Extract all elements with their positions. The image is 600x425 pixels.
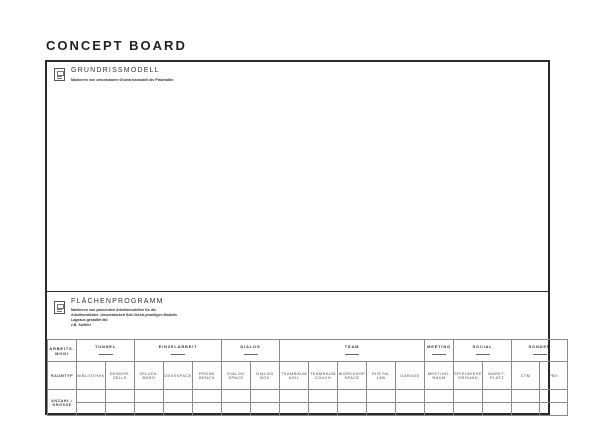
- size-cell[interactable]: [512, 403, 540, 416]
- size-cell[interactable]: [164, 403, 193, 416]
- concept-board: [45, 60, 559, 415]
- roomtype-cell[interactable]: ZELLEN- BÜRO: [135, 362, 164, 390]
- size-cell[interactable]: [425, 403, 454, 416]
- group-count-line: [533, 354, 547, 355]
- group-einzelarbeit[interactable]: EINZELARBEIT: [135, 340, 222, 362]
- size-cell[interactable]: [106, 403, 135, 416]
- roomtype-cell[interactable]: DENKER- ZELLE: [106, 362, 135, 390]
- roomtype-cell[interactable]: DESKSPACE: [164, 362, 193, 390]
- count-cell[interactable]: [425, 390, 454, 403]
- count-cell[interactable]: [396, 390, 425, 403]
- roomtype-cell[interactable]: GARAGE: [396, 362, 425, 390]
- count-cell[interactable]: [164, 390, 193, 403]
- group-meeting[interactable]: MEETING: [425, 340, 454, 362]
- group-dialog[interactable]: DIALOG: [222, 340, 280, 362]
- size-cell[interactable]: [540, 403, 568, 416]
- roomtype-cell[interactable]: CTM: [512, 362, 540, 390]
- size-cell[interactable]: [135, 403, 164, 416]
- count-cell[interactable]: [222, 390, 251, 403]
- roomtype-cell[interactable]: MARKT- PLATZ: [483, 362, 512, 390]
- count-cell[interactable]: [135, 390, 164, 403]
- roomtype-cell[interactable]: DIALOG SPACE: [222, 362, 251, 390]
- count-cell[interactable]: [483, 390, 512, 403]
- count-row: [48, 390, 568, 403]
- size-cell[interactable]: [280, 403, 309, 416]
- group-count-line: [476, 354, 490, 355]
- group-tunnel[interactable]: TUNNEL: [77, 340, 135, 362]
- count-cell[interactable]: [512, 390, 540, 403]
- page-title: CONCEPT BOARD: [46, 38, 187, 53]
- size-cell[interactable]: [483, 403, 512, 416]
- roomtype-cell[interactable]: PBX: [540, 362, 568, 390]
- size-cell[interactable]: [309, 403, 338, 416]
- roomtype-cell[interactable]: PHONE BENCH: [193, 362, 222, 390]
- count-cell[interactable]: [251, 390, 280, 403]
- roomtype-cell[interactable]: BIBLIOTHEK: [77, 362, 106, 390]
- group-sonder[interactable]: SONDER: [512, 340, 568, 362]
- count-cell[interactable]: [367, 390, 396, 403]
- row-label-roomtype: RAUMTYP: [48, 362, 77, 390]
- area-program-icon: [54, 301, 65, 314]
- flaechen-subtitle: Markieren von passenden Arbeitsmodellen für die Arbeitsumfelder. Umsetzbarkeit Soll-/Ist-Ist-jeweiligen Modells Lageaus gestaltet fall z.B. Sollfert: [71, 308, 178, 327]
- roomtype-cell[interactable]: TEAMRAUM COUCH: [309, 362, 338, 390]
- grundriss-area[interactable]: [47, 90, 548, 290]
- size-cell[interactable]: [367, 403, 396, 416]
- count-cell[interactable]: [280, 390, 309, 403]
- count-cell[interactable]: [309, 390, 338, 403]
- count-cell[interactable]: [106, 390, 135, 403]
- count-cell[interactable]: [77, 390, 106, 403]
- roomtype-cell[interactable]: DIALOG BOX: [251, 362, 280, 390]
- group-social[interactable]: SOCIAL: [454, 340, 512, 362]
- grundriss-title: GRUNDRISSMODELL: [71, 67, 160, 74]
- group-team[interactable]: TEAM: [280, 340, 425, 362]
- area-program-table: [47, 339, 568, 416]
- roomtype-cell[interactable]: DIGITAL LAB: [367, 362, 396, 390]
- size-cell[interactable]: [251, 403, 280, 416]
- section-divider: [47, 291, 548, 292]
- size-cell[interactable]: [338, 403, 367, 416]
- size-cell[interactable]: [454, 403, 483, 416]
- count-cell[interactable]: [540, 390, 568, 403]
- flaechen-title: FLÄCHENPROGRAMM: [71, 298, 164, 305]
- roomtype-cell[interactable]: MEETING- RAUM: [425, 362, 454, 390]
- roomtype-cell[interactable]: TEAMRAUM AGIL: [280, 362, 309, 390]
- size-cell[interactable]: [77, 403, 106, 416]
- count-cell[interactable]: [454, 390, 483, 403]
- group-count-line: [345, 354, 359, 355]
- group-count-line: [432, 354, 446, 355]
- count-cell[interactable]: [338, 390, 367, 403]
- roomtype-row: [48, 362, 568, 390]
- size-cell[interactable]: [222, 403, 251, 416]
- modes-row: [48, 340, 568, 362]
- row-label-modes: ARBEITS-MODI: [48, 340, 77, 362]
- roomtype-cell[interactable]: WORKSHOP SPACE: [338, 362, 367, 390]
- roomtype-cell[interactable]: SPIELWIESE GROUND: [454, 362, 483, 390]
- size-row: [48, 403, 568, 416]
- size-cell[interactable]: [193, 403, 222, 416]
- group-count-line: [244, 354, 258, 355]
- grundriss-subtitle: Markieren von umsetzbaren Grundrissmodell als Platzhalter.: [71, 78, 175, 82]
- size-cell[interactable]: [396, 403, 425, 416]
- floorplan-icon: [54, 68, 65, 81]
- row-label-count: ANZAHL / GRÖSSE: [48, 390, 77, 416]
- count-cell[interactable]: [193, 390, 222, 403]
- group-count-line: [99, 354, 113, 355]
- group-count-line: [171, 354, 185, 355]
